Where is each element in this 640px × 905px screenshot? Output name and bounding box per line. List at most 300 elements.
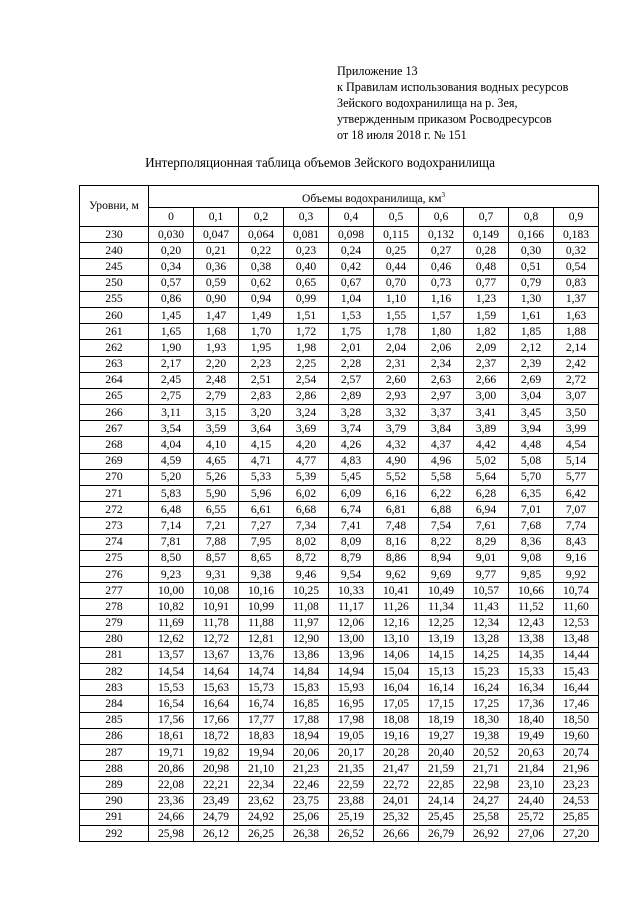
volume-cell: 2,42 (554, 356, 599, 372)
volume-cell: 1,78 (374, 324, 419, 340)
volume-cell: 4,04 (149, 437, 194, 453)
level-cell: 288 (80, 761, 149, 777)
volume-cell: 10,49 (419, 583, 464, 599)
volume-cell: 7,88 (194, 534, 239, 550)
volume-cell: 20,86 (149, 761, 194, 777)
volume-cell: 1,16 (419, 291, 464, 307)
volume-cell: 3,11 (149, 405, 194, 421)
table-row (80, 388, 599, 404)
volume-cell: 3,50 (554, 405, 599, 421)
volume-cell: 8,22 (419, 534, 464, 550)
volume-cell: 11,78 (194, 615, 239, 631)
table-row (80, 550, 599, 566)
volume-cell: 1,23 (464, 291, 509, 307)
volume-cell: 15,33 (509, 664, 554, 680)
volume-cell: 8,86 (374, 550, 419, 566)
volume-cell: 9,69 (419, 566, 464, 582)
volume-cell: 5,64 (464, 469, 509, 485)
volume-cell: 15,73 (239, 680, 284, 696)
volume-cell: 12,72 (194, 631, 239, 647)
volume-cell: 21,59 (419, 761, 464, 777)
level-cell: 291 (80, 809, 149, 825)
volume-cell: 1,47 (194, 307, 239, 323)
volume-cell: 9,46 (284, 566, 329, 582)
volume-cell: 2,97 (419, 388, 464, 404)
volume-cell: 11,88 (239, 615, 284, 631)
volume-cell: 19,60 (554, 728, 599, 744)
volume-cell: 24,92 (239, 809, 284, 825)
volume-cell: 20,98 (194, 761, 239, 777)
level-cell: 263 (80, 356, 149, 372)
volume-cell: 15,04 (374, 664, 419, 680)
volume-cell: 27,20 (554, 825, 599, 841)
volume-cell: 6,02 (284, 486, 329, 502)
volume-cell: 10,91 (194, 599, 239, 615)
volume-cell: 2,93 (374, 388, 419, 404)
volume-cell: 0,77 (464, 275, 509, 291)
volume-cell: 18,50 (554, 712, 599, 728)
volume-cell: 6,48 (149, 502, 194, 518)
volume-cell: 3,37 (419, 405, 464, 421)
table-row (80, 307, 599, 323)
volume-cell: 13,86 (284, 647, 329, 663)
appendix-header (337, 63, 568, 143)
volume-cell: 2,79 (194, 388, 239, 404)
volume-cell: 0,86 (149, 291, 194, 307)
volume-cell: 15,93 (329, 680, 374, 696)
table-header (80, 186, 599, 227)
level-cell: 272 (80, 502, 149, 518)
volume-cell: 17,77 (239, 712, 284, 728)
table-row (80, 469, 599, 485)
level-cell: 283 (80, 680, 149, 696)
volume-cell: 10,25 (284, 583, 329, 599)
volume-cell: 2,66 (464, 372, 509, 388)
volume-cell: 25,58 (464, 809, 509, 825)
level-cell: 289 (80, 777, 149, 793)
volume-cell: 23,88 (329, 793, 374, 809)
volume-cell: 19,27 (419, 728, 464, 744)
volume-cell: 13,57 (149, 647, 194, 663)
volume-cell: 24,40 (509, 793, 554, 809)
volume-cell: 8,50 (149, 550, 194, 566)
volume-cell: 0,081 (284, 227, 329, 243)
column-header-7: 0,7 (464, 208, 509, 227)
volume-cell: 0,62 (239, 275, 284, 291)
volume-cell: 2,09 (464, 340, 509, 356)
volume-cell: 14,06 (374, 647, 419, 663)
volume-cell: 6,74 (329, 502, 374, 518)
volume-cell: 17,56 (149, 712, 194, 728)
volume-cell: 2,31 (374, 356, 419, 372)
table-row (80, 421, 599, 437)
volume-cell: 21,71 (464, 761, 509, 777)
table-row (80, 534, 599, 550)
appendix-order-line: утвержденным приказом Росводресурсов (337, 112, 552, 126)
volume-cell: 1,85 (509, 324, 554, 340)
level-cell: 277 (80, 583, 149, 599)
column-header-6: 0,6 (419, 208, 464, 227)
level-cell: 276 (80, 566, 149, 582)
volume-cell: 12,34 (464, 615, 509, 631)
volume-cell: 5,14 (554, 453, 599, 469)
level-cell: 270 (80, 469, 149, 485)
volume-cell: 22,98 (464, 777, 509, 793)
volume-cell: 0,57 (149, 275, 194, 291)
volume-cell: 6,16 (374, 486, 419, 502)
table-row (80, 502, 599, 518)
volume-cell: 12,81 (239, 631, 284, 647)
volume-cell: 12,06 (329, 615, 374, 631)
volume-cell: 8,43 (554, 534, 599, 550)
volume-cell: 9,85 (509, 566, 554, 582)
volume-cell: 0,149 (464, 227, 509, 243)
volume-cell: 8,09 (329, 534, 374, 550)
volume-cell: 1,82 (464, 324, 509, 340)
volume-cell: 20,63 (509, 745, 554, 761)
volume-cell: 15,13 (419, 664, 464, 680)
volume-cell: 0,79 (509, 275, 554, 291)
volume-cell: 15,43 (554, 664, 599, 680)
volume-cell: 7,41 (329, 518, 374, 534)
volume-cell: 7,34 (284, 518, 329, 534)
volume-cell: 3,00 (464, 388, 509, 404)
column-header-0: 0 (149, 208, 194, 227)
volume-cell: 0,21 (194, 243, 239, 259)
volume-cell: 17,46 (554, 696, 599, 712)
table-row (80, 356, 599, 372)
volume-cell: 0,54 (554, 259, 599, 275)
table-row (80, 777, 599, 793)
levels-header: Уровни, м (80, 186, 149, 227)
appendix-date-line: от 18 июля 2018 г. № 151 (337, 128, 467, 142)
volume-cell: 8,72 (284, 550, 329, 566)
volume-cell: 0,24 (329, 243, 374, 259)
volume-cell: 0,94 (239, 291, 284, 307)
volume-cell: 1,55 (374, 307, 419, 323)
volume-cell: 2,12 (509, 340, 554, 356)
volume-cell: 0,70 (374, 275, 419, 291)
level-cell: 278 (80, 599, 149, 615)
table-row (80, 291, 599, 307)
volume-cell: 6,42 (554, 486, 599, 502)
volume-cell: 22,46 (284, 777, 329, 793)
volume-cell: 1,90 (149, 340, 194, 356)
volume-cell: 13,28 (464, 631, 509, 647)
appendix-reservoir-line: Зейского водохранилища на р. Зея, (337, 96, 518, 110)
volume-cell: 0,73 (419, 275, 464, 291)
volume-cell: 25,32 (374, 809, 419, 825)
volumes-header: Объемы водохранилища, $км^3$ (149, 186, 599, 208)
volume-cell: 4,77 (284, 453, 329, 469)
volume-cell: 23,49 (194, 793, 239, 809)
volume-cell: 1,04 (329, 291, 374, 307)
volume-cell: 1,93 (194, 340, 239, 356)
column-header-1: 0,1 (194, 208, 239, 227)
column-header-9: 0,9 (554, 208, 599, 227)
volume-cell: 21,96 (554, 761, 599, 777)
volume-cell: 2,25 (284, 356, 329, 372)
volume-cell: 0,064 (239, 227, 284, 243)
volume-cell: 10,57 (464, 583, 509, 599)
volume-cell: 2,51 (239, 372, 284, 388)
volume-cell: 0,40 (284, 259, 329, 275)
volume-cell: 4,32 (374, 437, 419, 453)
volume-cell: 0,67 (329, 275, 374, 291)
volume-cell: 5,08 (509, 453, 554, 469)
volume-cell: 16,24 (464, 680, 509, 696)
volume-cell: 0,90 (194, 291, 239, 307)
volume-cell: 8,79 (329, 550, 374, 566)
volume-cell: 2,23 (239, 356, 284, 372)
table-row (80, 696, 599, 712)
volume-cell: 4,96 (419, 453, 464, 469)
volume-cell: 0,28 (464, 243, 509, 259)
level-cell: 273 (80, 518, 149, 534)
volume-cell: 9,31 (194, 566, 239, 582)
volume-cell: 2,57 (329, 372, 374, 388)
column-header-2: 0,2 (239, 208, 284, 227)
volume-cell: 7,95 (239, 534, 284, 550)
volume-cell: 25,72 (509, 809, 554, 825)
volume-cell: 6,61 (239, 502, 284, 518)
level-cell: 274 (80, 534, 149, 550)
volume-cell: 13,10 (374, 631, 419, 647)
column-header-3: 0,3 (284, 208, 329, 227)
volume-cell: 12,62 (149, 631, 194, 647)
volume-cell: 27,06 (509, 825, 554, 841)
header-row-top (80, 186, 599, 208)
volume-cell: 4,90 (374, 453, 419, 469)
volume-cell: 24,27 (464, 793, 509, 809)
table-row (80, 647, 599, 663)
table-title: Интерполяционная таблица объемов Зейского водохранилища (145, 155, 495, 170)
volume-cell: 3,89 (464, 421, 509, 437)
volume-cell: 3,64 (239, 421, 284, 437)
volume-cell: 17,98 (329, 712, 374, 728)
volume-cell: 5,96 (239, 486, 284, 502)
volume-cell: 1,88 (554, 324, 599, 340)
volume-cell: 16,14 (419, 680, 464, 696)
volume-cell: 10,41 (374, 583, 419, 599)
volume-cell: 8,29 (464, 534, 509, 550)
volume-cell: 1,10 (374, 291, 419, 307)
volume-cell: 10,16 (239, 583, 284, 599)
volume-cell: 6,68 (284, 502, 329, 518)
volume-cell: 14,35 (509, 647, 554, 663)
volume-cell: 14,84 (284, 664, 329, 680)
volume-cell: 1,72 (284, 324, 329, 340)
volume-cell: 12,16 (374, 615, 419, 631)
table-row (80, 405, 599, 421)
volume-cell: 7,81 (149, 534, 194, 550)
cubic-superscript: 3 (441, 190, 445, 199)
level-cell: 262 (80, 340, 149, 356)
volume-cell: 4,15 (239, 437, 284, 453)
volume-cell: 0,20 (149, 243, 194, 259)
volume-cell: 20,06 (284, 745, 329, 761)
volume-cell: 3,32 (374, 405, 419, 421)
volume-cell: 11,60 (554, 599, 599, 615)
column-header-8: 0,8 (509, 208, 554, 227)
volume-cell: 26,38 (284, 825, 329, 841)
volume-cell: 12,90 (284, 631, 329, 647)
volume-cell: 17,36 (509, 696, 554, 712)
volume-cell: 2,01 (329, 340, 374, 356)
table-row (80, 599, 599, 615)
volume-cell: 5,02 (464, 453, 509, 469)
volume-cell: 5,77 (554, 469, 599, 485)
header-row-columns (80, 208, 599, 227)
volume-cell: 2,86 (284, 388, 329, 404)
volume-cell: 11,26 (374, 599, 419, 615)
volume-cell: 2,06 (419, 340, 464, 356)
table-row (80, 809, 599, 825)
table-row (80, 615, 599, 631)
volume-cell: 16,04 (374, 680, 419, 696)
volume-cell: 2,69 (509, 372, 554, 388)
volume-cell: 1,49 (239, 307, 284, 323)
level-cell: 279 (80, 615, 149, 631)
volume-cell: 2,89 (329, 388, 374, 404)
volume-cell: 9,01 (464, 550, 509, 566)
column-header-4: 0,4 (329, 208, 374, 227)
volume-cell: 6,81 (374, 502, 419, 518)
volume-cell: 11,43 (464, 599, 509, 615)
volume-cell: 12,53 (554, 615, 599, 631)
volume-cell: 5,58 (419, 469, 464, 485)
volume-cell: 4,71 (239, 453, 284, 469)
volume-cell: 11,34 (419, 599, 464, 615)
volume-cell: 7,54 (419, 518, 464, 534)
level-cell: 250 (80, 275, 149, 291)
table-row (80, 437, 599, 453)
volume-cell: 5,33 (239, 469, 284, 485)
volume-cell: 5,39 (284, 469, 329, 485)
volume-cell: 10,08 (194, 583, 239, 599)
volume-cell: 7,74 (554, 518, 599, 534)
volume-cell: 11,08 (284, 599, 329, 615)
volume-cell: 0,83 (554, 275, 599, 291)
volume-cell: 6,22 (419, 486, 464, 502)
volume-cell: 8,65 (239, 550, 284, 566)
volume-cell: 21,47 (374, 761, 419, 777)
volume-cell: 2,34 (419, 356, 464, 372)
volume-cell: 9,08 (509, 550, 554, 566)
volume-cell: 2,28 (329, 356, 374, 372)
table-row (80, 518, 599, 534)
volume-cell: 4,10 (194, 437, 239, 453)
volume-cell: 1,45 (149, 307, 194, 323)
table-row (80, 243, 599, 259)
volume-cell: 2,14 (554, 340, 599, 356)
volume-cell: 1,37 (554, 291, 599, 307)
volume-cell: 18,08 (374, 712, 419, 728)
volume-cell: 14,15 (419, 647, 464, 663)
level-cell: 268 (80, 437, 149, 453)
volume-cell: 24,79 (194, 809, 239, 825)
volume-cell: 1,53 (329, 307, 374, 323)
volume-cell: 24,14 (419, 793, 464, 809)
volume-cell: 26,79 (419, 825, 464, 841)
volume-cell: 0,36 (194, 259, 239, 275)
volume-cell: 13,96 (329, 647, 374, 663)
volume-cell: 1,68 (194, 324, 239, 340)
volume-cell: 9,23 (149, 566, 194, 582)
volume-cell: 13,38 (509, 631, 554, 647)
volume-cell: 20,74 (554, 745, 599, 761)
volume-cell: 4,26 (329, 437, 374, 453)
volume-cell: 7,21 (194, 518, 239, 534)
volume-cell: 3,24 (284, 405, 329, 421)
volume-cell: 26,66 (374, 825, 419, 841)
volume-cell: 9,77 (464, 566, 509, 582)
volume-cell: 1,80 (419, 324, 464, 340)
table-row (80, 227, 599, 243)
volume-cell: 5,26 (194, 469, 239, 485)
volume-cell: 16,95 (329, 696, 374, 712)
volume-cell: 12,43 (509, 615, 554, 631)
table-body (80, 227, 599, 842)
volume-cell: 1,98 (284, 340, 329, 356)
volume-cell: 2,54 (284, 372, 329, 388)
volume-cell: 26,12 (194, 825, 239, 841)
volume-cell: 17,05 (374, 696, 419, 712)
volume-cell: 2,45 (149, 372, 194, 388)
volume-cell: 20,17 (329, 745, 374, 761)
volume-cell: 11,69 (149, 615, 194, 631)
table-row (80, 259, 599, 275)
volume-cell: 7,27 (239, 518, 284, 534)
volume-cell: 23,23 (554, 777, 599, 793)
volume-cell: 2,48 (194, 372, 239, 388)
volume-cell: 7,68 (509, 518, 554, 534)
volume-cell: 2,63 (419, 372, 464, 388)
volume-cell: 7,14 (149, 518, 194, 534)
volume-table (79, 185, 599, 842)
volume-cell: 1,59 (464, 307, 509, 323)
volume-cell: 8,94 (419, 550, 464, 566)
volume-cell: 3,07 (554, 388, 599, 404)
volume-cell: 21,35 (329, 761, 374, 777)
volume-cell: 1,75 (329, 324, 374, 340)
volume-cell: 2,72 (554, 372, 599, 388)
volume-cell: 4,65 (194, 453, 239, 469)
volume-cell: 6,94 (464, 502, 509, 518)
volume-cell: 26,52 (329, 825, 374, 841)
level-cell: 292 (80, 825, 149, 841)
volume-cell: 16,44 (554, 680, 599, 696)
volume-cell: 14,25 (464, 647, 509, 663)
volume-cell: 5,90 (194, 486, 239, 502)
volume-cell: 3,84 (419, 421, 464, 437)
volume-cell: 0,34 (149, 259, 194, 275)
volume-cell: 9,62 (374, 566, 419, 582)
volume-cell: 8,16 (374, 534, 419, 550)
level-cell: 269 (80, 453, 149, 469)
volume-cell: 15,63 (194, 680, 239, 696)
volume-cell: 11,17 (329, 599, 374, 615)
volume-cell: 2,83 (239, 388, 284, 404)
volume-cell: 3,99 (554, 421, 599, 437)
volume-cell: 6,28 (464, 486, 509, 502)
volume-cell: 1,65 (149, 324, 194, 340)
volume-cell: 0,25 (374, 243, 419, 259)
volume-cell: 6,35 (509, 486, 554, 502)
volume-cell: 10,82 (149, 599, 194, 615)
level-cell: 261 (80, 324, 149, 340)
table-row (80, 340, 599, 356)
